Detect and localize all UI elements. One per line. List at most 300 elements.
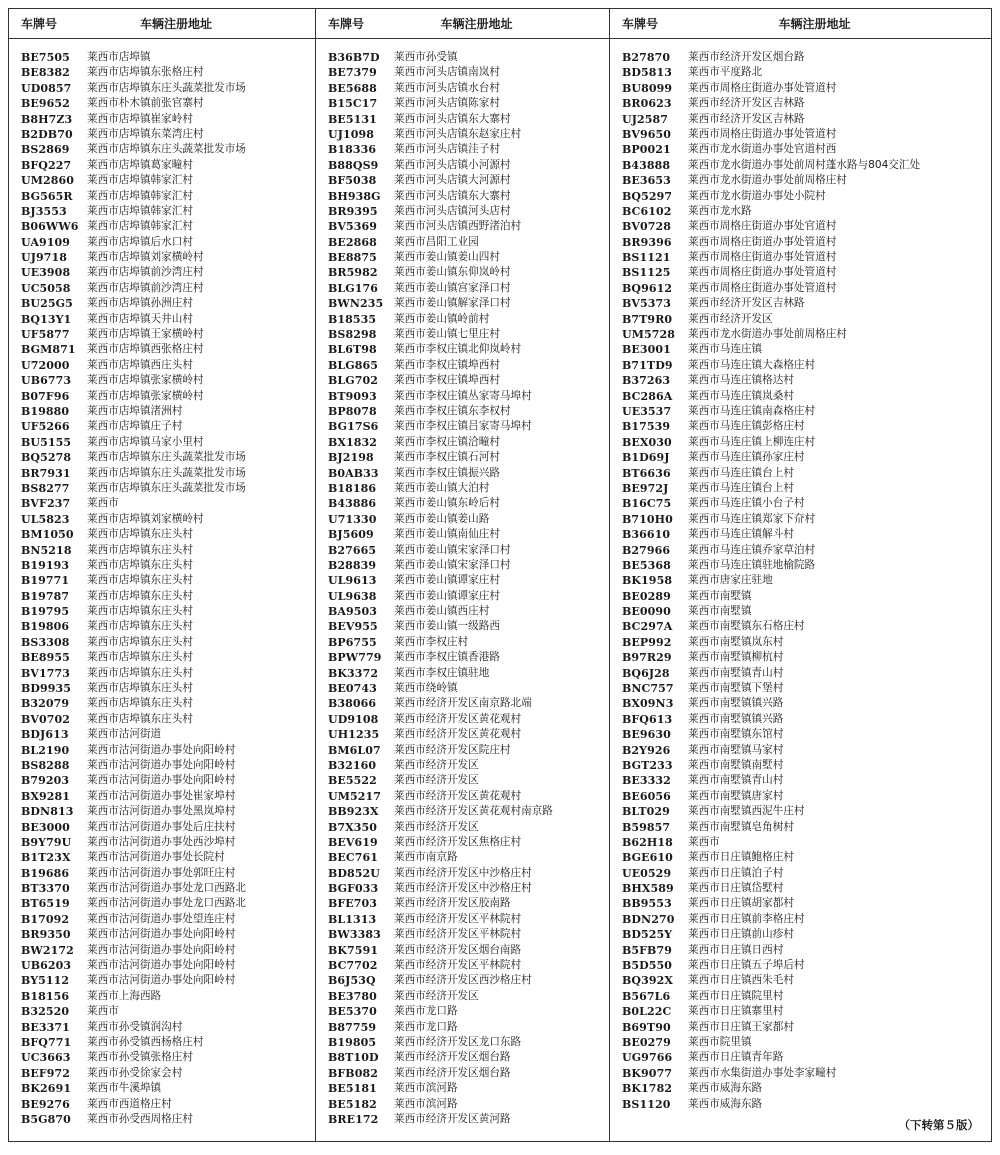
registration-address: 莱西市店埠镇东庄头村 — [87, 574, 193, 587]
plate-number: B1T23X — [21, 851, 71, 865]
table-row — [9, 973, 315, 988]
table-row — [316, 81, 609, 96]
table-row — [9, 881, 315, 896]
registration-address: 莱西市经济开发区吉林路 — [688, 97, 805, 110]
plate-number: U71330 — [328, 512, 377, 526]
registration-address: 莱西市店埠镇韩家汇村 — [87, 220, 193, 233]
column-header — [610, 9, 991, 39]
plate-number: BE0090 — [622, 605, 671, 619]
plate-number: BR7931 — [21, 466, 71, 480]
plate-number: BV1773 — [21, 666, 71, 680]
plate-number: BE2868 — [328, 235, 377, 249]
table-row — [9, 481, 315, 496]
table-row — [316, 527, 609, 542]
table-row — [316, 666, 609, 681]
plate-number: BX9281 — [21, 789, 71, 803]
registration-address: 莱西市牛溪埠镇 — [87, 1082, 162, 1095]
registration-address: 莱西市店埠镇东庄头蔬菜批发市场 — [87, 143, 246, 156]
table-row — [610, 112, 991, 127]
table-row — [316, 50, 609, 65]
plate-number: BV0728 — [622, 220, 672, 234]
plate-number: UG9766 — [622, 1051, 673, 1065]
plate-number: UF5266 — [21, 420, 70, 434]
registration-address: 莱西市经济开发区中沙格庄村 — [394, 882, 532, 895]
table-row — [610, 604, 991, 619]
table-row — [9, 912, 315, 927]
table-row — [610, 589, 991, 604]
table-row — [9, 1066, 315, 1081]
registration-address: 莱西市南墅镇镇兴路 — [688, 712, 784, 725]
table-row — [316, 127, 609, 142]
table-row — [316, 327, 609, 342]
plate-number: B710H0 — [622, 512, 673, 526]
plate-number: B27870 — [622, 51, 671, 64]
table-row — [316, 927, 609, 942]
registration-address: 莱西市水集街道办事处李家疃村 — [688, 1066, 837, 1079]
registration-address: 莱西市南墅镇青山村 — [688, 774, 784, 787]
table-row — [610, 466, 991, 481]
table-row — [610, 896, 991, 911]
registration-address: 莱西市经济开发区吉林路 — [688, 112, 805, 125]
registration-address: 莱西市河头店镇西野渚泊村 — [394, 220, 522, 233]
registration-address: 莱西市经济开发区龙口东路 — [394, 1036, 522, 1048]
registration-address: 莱西市店埠镇刘家横岭村 — [87, 512, 204, 525]
plate-number: BE9652 — [21, 97, 70, 111]
plate-number: B18336 — [328, 143, 377, 157]
plate-number: BGF033 — [328, 882, 379, 896]
registration-address: 莱西市南墅镇东馆村 — [688, 728, 784, 741]
registration-address: 莱西市姜山镇岭前村 — [394, 312, 490, 325]
plate-number: BR0623 — [622, 97, 672, 111]
registration-address: 莱西市威海东路 — [688, 1097, 763, 1110]
table-row — [316, 912, 609, 927]
plate-number: BHX589 — [622, 882, 674, 896]
registration-address: 莱西市店埠镇天井山村 — [87, 312, 193, 325]
table-row — [9, 389, 315, 404]
registration-address: 莱西市李权庄镇吕家寄马埠村 — [394, 420, 532, 433]
registration-address: 莱西市河头店镇水台村 — [394, 81, 500, 94]
registration-address: 莱西市周格庄街道办事处管道村 — [688, 81, 837, 94]
table-row — [9, 927, 315, 942]
registration-address: 莱西市周格庄街道办事处管道村 — [688, 266, 837, 279]
table-row — [610, 127, 991, 142]
address-header: 车辆注册地址 — [440, 17, 513, 31]
plate-number: BLT029 — [622, 805, 670, 819]
plate-number: BS8298 — [328, 328, 377, 342]
plate-number: B19806 — [21, 620, 70, 634]
table-row — [610, 450, 991, 465]
plate-number: B19880 — [21, 404, 70, 418]
plate-number: B8T10D — [328, 1051, 379, 1065]
plate-number: BT9093 — [328, 389, 377, 403]
table-row — [316, 189, 609, 204]
table-row — [316, 265, 609, 280]
plate-number: UM5217 — [328, 789, 381, 803]
plate-number: BP8078 — [328, 404, 377, 418]
plate-number: B87759 — [328, 1020, 377, 1034]
plate-number: BGT233 — [622, 758, 673, 772]
registration-address: 莱西市李权庄村 — [394, 635, 469, 648]
registration-address: 莱西市孙受镇 — [394, 51, 458, 63]
registration-address: 莱西市日庄镇前山疹村 — [688, 928, 794, 941]
plate-number: BWN235 — [328, 297, 384, 311]
plate-number: BW2172 — [21, 943, 74, 957]
registration-address: 莱西市李权庄镇洽疃村 — [394, 435, 500, 448]
table-row — [316, 173, 609, 188]
table-row — [610, 866, 991, 881]
table-row — [9, 943, 315, 958]
registration-address: 莱西市孙受镇张格庄村 — [87, 1051, 193, 1064]
registration-address: 莱西市经济开发区平林院村 — [394, 928, 522, 941]
registration-address: 莱西市龙水街道办事处小院村 — [688, 189, 826, 202]
plate-number: BL1313 — [328, 912, 377, 926]
plate-number: B28839 — [328, 558, 377, 572]
table-row — [9, 1004, 315, 1019]
table-row — [9, 127, 315, 142]
table-row — [316, 481, 609, 496]
plate-number: BFB082 — [328, 1066, 378, 1080]
registration-address: 莱西市日庄镇日西村 — [688, 943, 784, 956]
registration-address: 莱西市马连庄镇台上村 — [688, 481, 794, 494]
plate-number: UD0857 — [21, 81, 72, 95]
plate-number: BB923X — [328, 805, 379, 819]
plate-number: B59857 — [622, 820, 671, 834]
plate-number: BC297A — [622, 620, 673, 634]
plate-number: BD525Y — [622, 928, 673, 942]
registration-address: 莱西市经济开发区胶南路 — [394, 897, 511, 910]
plate-number: BDJ613 — [21, 728, 69, 742]
plate-number: BF5038 — [328, 174, 377, 188]
registration-address: 莱西市店埠镇东庄头村 — [87, 605, 193, 618]
plate-number: B97R29 — [622, 651, 672, 665]
registration-address: 莱西市日庄镇青年路 — [688, 1051, 784, 1064]
table-row — [9, 496, 315, 511]
table-row — [9, 727, 315, 742]
plate-number: B2Y926 — [622, 743, 671, 757]
plate-number: B5G870 — [21, 1112, 71, 1126]
registration-address: 莱西市马连庄镇郑家下夼村 — [688, 512, 816, 525]
plate-number: B32079 — [21, 697, 70, 711]
column-2 — [316, 9, 610, 1141]
plate-number: BE0279 — [622, 1036, 671, 1049]
table-row — [9, 773, 315, 788]
table-row — [610, 250, 991, 265]
registration-address: 莱西市龙口路 — [394, 1005, 458, 1018]
registration-address: 莱西市滨河路 — [394, 1082, 458, 1095]
table-row — [316, 573, 609, 588]
plate-number: BD852U — [328, 866, 380, 880]
table-row — [9, 373, 315, 388]
plate-number: BL2190 — [21, 743, 70, 757]
table-row — [316, 635, 609, 650]
plate-number: B15C17 — [328, 97, 378, 111]
table-row — [610, 65, 991, 80]
registration-address: 莱西市沽河街道办事处向阳岭村 — [87, 943, 236, 956]
table-row — [610, 927, 991, 942]
registration-address: 莱西市南墅镇马家村 — [688, 743, 784, 756]
registration-address: 莱西市孙受西周格庄村 — [87, 1112, 193, 1125]
registration-address: 莱西市店埠镇庄子村 — [87, 420, 183, 433]
plate-number: BLG865 — [328, 358, 378, 372]
address-header: 车辆注册地址 — [778, 17, 851, 31]
table-row — [9, 112, 315, 127]
table-row — [9, 1081, 315, 1096]
registration-address: 莱西市经济开发区 — [394, 774, 479, 787]
registration-address: 莱西市沽河街道办事处崔家埠村 — [87, 789, 236, 802]
plate-number: BE0289 — [622, 589, 671, 603]
registration-address: 莱西市姜山镇宋家泽口村 — [394, 558, 511, 571]
plate-number: BE3653 — [622, 174, 671, 188]
plate-number: BD9935 — [21, 682, 72, 696]
registration-address: 莱西市店埠镇东菜湾庄村 — [87, 127, 204, 140]
registration-address: 莱西市经济开发区平林院村 — [394, 912, 522, 925]
registration-address: 莱西市经济开发区黄河路 — [394, 1112, 511, 1125]
table-row — [316, 312, 609, 327]
table-row — [9, 527, 315, 542]
plate-number: B0AB33 — [328, 466, 379, 480]
registration-address: 莱西市经济开发区黄花观村 — [394, 789, 522, 802]
continued-note: （下转第５版） — [898, 1118, 979, 1132]
registration-address: 莱西市南墅镇柳杭村 — [688, 651, 784, 664]
plate-number: BU8099 — [622, 81, 673, 95]
table-row — [610, 743, 991, 758]
registration-address: 莱西市经济开发区 — [394, 758, 479, 771]
registration-address: 莱西市龙水街道办事处前周格庄村 — [688, 328, 847, 341]
table-row — [9, 404, 315, 419]
table-row — [9, 712, 315, 727]
plate-number: B19805 — [328, 1036, 377, 1049]
registration-address: 莱西市龙水街道办事处官道村西 — [688, 143, 837, 156]
plate-number: BP0021 — [622, 143, 671, 157]
plate-number: BN5218 — [21, 543, 72, 557]
table-row — [610, 1081, 991, 1096]
registration-address: 莱西市店埠镇韩家汇村 — [87, 204, 193, 217]
table-row — [9, 142, 315, 157]
plate-number: UH1235 — [328, 728, 380, 742]
table-row — [9, 850, 315, 865]
registration-address: 莱西市龙水街道办事处前周格庄村 — [688, 174, 847, 187]
registration-address: 莱西市经济开发区西沙格庄村 — [394, 974, 532, 987]
registration-address: 莱西市店埠镇东庄头村 — [87, 558, 193, 571]
plate-number: BE3780 — [328, 989, 377, 1003]
registration-address: 莱西市经济开发区黄花观村南京路 — [394, 805, 553, 818]
registration-address: 莱西市周格庄街道办事处管道村 — [688, 281, 837, 294]
table-row — [9, 1097, 315, 1112]
registration-address: 莱西市李权庄镇石河村 — [394, 451, 500, 464]
plate-number: B19787 — [21, 589, 70, 603]
plate-number: BB9553 — [622, 897, 672, 911]
registration-address: 莱西市经济开发区烟台南路 — [394, 943, 522, 956]
rows-col-1 — [9, 39, 315, 1127]
plate-number: BV9650 — [622, 127, 672, 141]
table-row — [9, 358, 315, 373]
registration-address: 莱西市日庄镇前李格庄村 — [688, 912, 805, 925]
registration-address: 莱西市马连庄镇驻地榆院路 — [688, 558, 816, 571]
table-row — [316, 804, 609, 819]
registration-address: 莱西市朴木镇前张官寨村 — [87, 97, 204, 110]
plate-header: 车牌号 — [328, 17, 365, 31]
registration-address: 莱西市经济开发区中沙格庄村 — [394, 866, 532, 879]
table-row — [610, 96, 991, 111]
table-row — [610, 758, 991, 773]
plate-number: B19795 — [21, 605, 70, 619]
plate-number: BL6T98 — [328, 343, 377, 357]
plate-number: UJ2587 — [622, 112, 669, 126]
table-row — [610, 727, 991, 742]
registration-address: 莱西市河头店镇大河源村 — [394, 174, 511, 187]
table-row — [610, 820, 991, 835]
table-row — [610, 189, 991, 204]
plate-number: BE3371 — [21, 1020, 70, 1034]
plate-number: BFQ613 — [622, 712, 673, 726]
plate-number: UM5728 — [622, 328, 675, 342]
plate-header: 车牌号 — [21, 17, 58, 31]
table-row — [610, 712, 991, 727]
registration-address: 莱西市姜山镇东仰岚岭村 — [394, 266, 511, 279]
registration-address: 莱西市店埠镇韩家汇村 — [87, 174, 193, 187]
registration-address: 莱西市日庄镇院里村 — [688, 989, 784, 1002]
registration-address: 莱西市日庄镇西朱毛村 — [688, 974, 794, 987]
registration-address: 莱西市经济开发区 — [688, 312, 773, 325]
registration-address: 莱西市沽河街道办事处向阳岭村 — [87, 758, 236, 771]
registration-address: 莱西市李权庄镇东李权村 — [394, 404, 511, 417]
registration-address: 莱西市店埠镇东庄头村 — [87, 712, 193, 725]
plate-number: UB6203 — [21, 959, 72, 973]
table-row — [610, 496, 991, 511]
registration-address: 莱西市马连庄镇解斗村 — [688, 528, 794, 541]
plate-number: BC7702 — [328, 959, 378, 973]
table-row — [316, 973, 609, 988]
plate-number: BC286A — [622, 389, 673, 403]
plate-number: BRE172 — [328, 1112, 379, 1126]
registration-address: 莱西市店埠镇东庄头蔬菜批发市场 — [87, 481, 246, 494]
plate-number: BE8875 — [328, 251, 377, 265]
table-row — [316, 758, 609, 773]
registration-address: 莱西市 — [688, 835, 720, 848]
plate-number: B7X350 — [328, 820, 378, 834]
plate-number: BE5181 — [328, 1082, 377, 1096]
registration-address: 莱西市姜山镇南仙庄村 — [394, 528, 500, 541]
table-row — [610, 666, 991, 681]
plate-number: BE7379 — [328, 66, 377, 80]
plate-number: UE3908 — [21, 266, 71, 280]
plate-number: BQ13Y1 — [21, 312, 72, 326]
registration-address: 莱西市南墅镇镇兴路 — [688, 697, 784, 710]
registration-address: 莱西市河头店镇东大寨村 — [394, 112, 511, 125]
plate-number: B36B7D — [328, 51, 380, 64]
registration-address: 莱西市南墅镇下堡村 — [688, 682, 784, 695]
table-row — [316, 358, 609, 373]
plate-number: BU5155 — [21, 435, 72, 449]
table-row — [610, 635, 991, 650]
registration-address: 莱西市姜山镇一级路西 — [394, 620, 500, 633]
table-row — [610, 219, 991, 234]
plate-number: BDN270 — [622, 912, 675, 926]
table-row — [316, 373, 609, 388]
table-row — [9, 265, 315, 280]
table-row — [610, 158, 991, 173]
plate-number: BD5813 — [622, 66, 673, 80]
registration-address: 莱西市河头店镇东赵家庄村 — [394, 127, 522, 140]
plate-number: BE5131 — [328, 112, 377, 126]
table-row — [316, 466, 609, 481]
registration-address: 莱西市龙水街道办事处前周村蓬水路与804交汇处 — [688, 158, 921, 171]
plate-number: BX1832 — [328, 435, 378, 449]
table-row — [9, 81, 315, 96]
registration-address: 莱西市姜山镇宋家泽口村 — [394, 543, 511, 556]
registration-address: 莱西市院里镇 — [688, 1036, 752, 1048]
plate-number: BT3370 — [21, 882, 70, 896]
registration-address: 莱西市南墅镇青山村 — [688, 666, 784, 679]
table-row — [9, 189, 315, 204]
registration-address: 莱西市店埠镇东庄头村 — [87, 620, 193, 633]
table-row — [610, 296, 991, 311]
registration-address: 莱西市姜山镇姜山路 — [394, 512, 490, 525]
plate-number: BE972J — [622, 481, 669, 495]
plate-number: BS1120 — [622, 1097, 671, 1111]
plate-number: BV5369 — [328, 220, 378, 234]
plate-number: BG17S6 — [328, 420, 379, 434]
registration-address: 莱西市店埠镇东张格庄村 — [87, 66, 204, 79]
registration-address: 莱西市日庄镇胡家都村 — [688, 897, 794, 910]
plate-number: UB6773 — [21, 374, 72, 388]
registration-address: 莱西市李权庄镇埠西村 — [394, 374, 500, 387]
registration-address: 莱西市孙受镇西杨格庄村 — [87, 1036, 204, 1048]
plate-number: BY5112 — [21, 974, 70, 988]
table-row — [316, 696, 609, 711]
table-row — [316, 681, 609, 696]
registration-address: 莱西市经济开发区平林院村 — [394, 959, 522, 972]
registration-address: 莱西市姜山镇谭家庄村 — [394, 574, 500, 587]
table-row — [9, 650, 315, 665]
table-row — [9, 1112, 315, 1127]
plate-number: BGM871 — [21, 343, 76, 357]
registration-address: 莱西市沽河街道 — [87, 728, 162, 741]
plate-number: B8H7Z3 — [21, 112, 73, 126]
registration-address: 莱西市河头店镇陈家村 — [394, 97, 500, 110]
registration-address: 莱西市周格庄街道办事处管道村 — [688, 127, 837, 140]
plate-number: BPW779 — [328, 651, 382, 665]
table-row — [9, 666, 315, 681]
plate-number: B62H18 — [622, 835, 673, 849]
registration-address: 莱西市店埠镇 — [87, 51, 151, 63]
registration-address: 莱西市马连庄镇孙家庄村 — [688, 451, 805, 464]
registration-address: 莱西市店埠镇西张格庄村 — [87, 343, 204, 356]
registration-address: 莱西市经济开发区 — [394, 820, 479, 833]
registration-address: 莱西市日庄镇泊子村 — [688, 866, 784, 879]
registration-address: 莱西市店埠镇马家小里村 — [87, 435, 204, 448]
plate-number: B18156 — [21, 989, 70, 1003]
registration-address: 莱西市店埠镇东庄头村 — [87, 589, 193, 602]
table-row — [610, 481, 991, 496]
table-row — [316, 281, 609, 296]
registration-address: 莱西市店埠镇葛家疃村 — [87, 158, 193, 171]
registration-address: 莱西市店埠镇西庄头村 — [87, 358, 193, 371]
plate-number: BX09N3 — [622, 697, 674, 711]
plate-number: BS8277 — [21, 481, 70, 495]
plate-number: UE0529 — [622, 866, 672, 880]
registration-address: 莱西市经济开发区吉林路 — [688, 297, 805, 310]
plate-number: BK1782 — [622, 1082, 673, 1096]
registration-address: 莱西市姜山镇谭家庄村 — [394, 589, 500, 602]
registration-address: 莱西市店埠镇东庄头蔬菜批发市场 — [87, 466, 246, 479]
registration-address: 莱西市南墅镇南墅村 — [688, 758, 784, 771]
plate-number: BE3332 — [622, 774, 671, 788]
table-row — [610, 1097, 991, 1112]
table-row — [316, 789, 609, 804]
registration-address: 莱西市姜山镇大泊村 — [394, 481, 490, 494]
plate-number: B27966 — [622, 543, 671, 557]
